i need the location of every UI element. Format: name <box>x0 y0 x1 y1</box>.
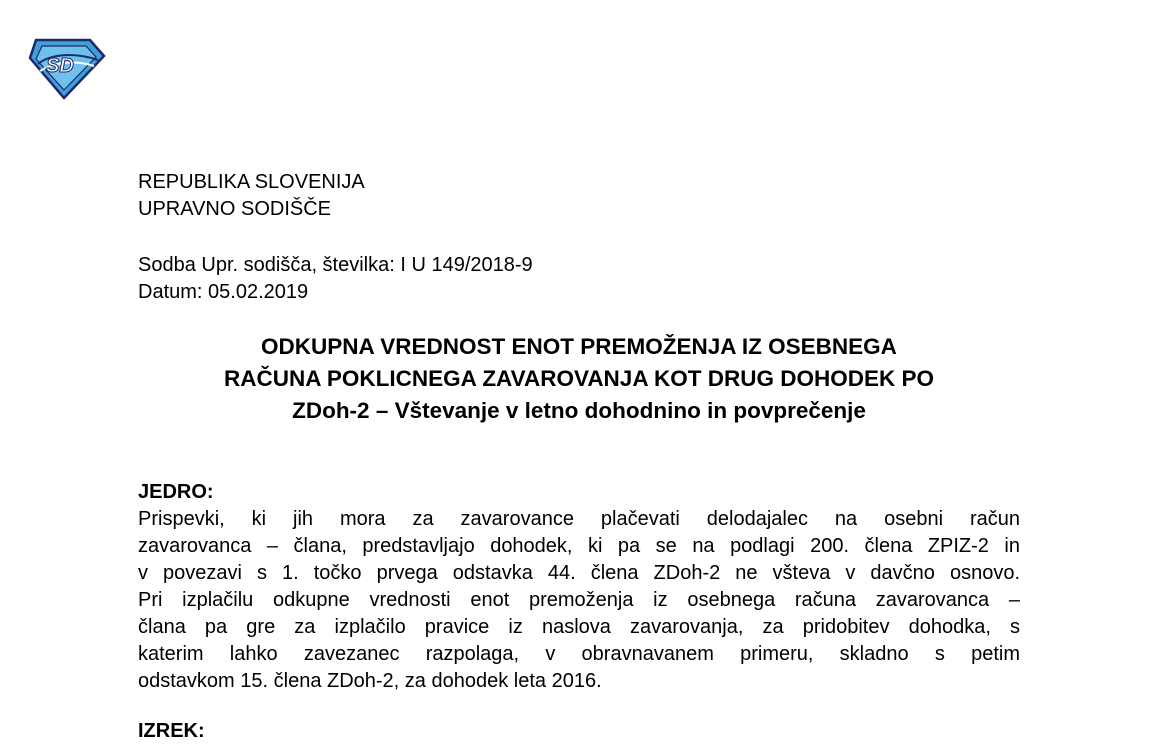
jedro-line: Prispevki, ki jih mora za zavarovance plačevati delodajalec na osebni račun <box>138 508 1020 530</box>
jedro-line: katerim lahko zavezanec razpolaga, v obravnavanem primeru, skladno s petim <box>138 643 1020 665</box>
jedro-line: člana pa gre za izplačilo pravice iz naslova zavarovanja, za pridobitev dohodka, s <box>138 616 1020 638</box>
judgment-date: Datum: 05.02.2019 <box>138 281 309 303</box>
jedro-paragraph <box>138 506 1020 695</box>
jedro-line: Pri izplačilu odkupne vrednosti enot premoženja iz osebnega računa zavarovanca – <box>138 589 1020 611</box>
title-line-3: ZDoh-2 – Vštevanje v letno dohodnino in povprečenje <box>292 398 866 423</box>
jedro-heading: JEDRO: <box>138 481 214 503</box>
country-name: REPUBLIKA SLOVENIJA <box>138 171 365 193</box>
logo-text: SD <box>46 55 74 77</box>
court-logo <box>28 38 106 100</box>
sd-diamond-logo-icon <box>28 38 106 100</box>
case-number: Sodba Upr. sodišča, številka: I U 149/2018-9 <box>138 254 533 276</box>
court-name: UPRAVNO SODIŠČE <box>138 198 331 220</box>
jedro-line: v povezavi s 1. točko prvega odstavka 44. člena ZDoh-2 ne všteva v davčno osnovo. <box>138 562 1020 584</box>
court-header <box>138 169 365 223</box>
title-line-1: ODKUPNA VREDNOST ENOT PREMOŽENJA IZ OSEBNEGA <box>261 334 897 359</box>
izrek-heading: IZREK: <box>138 720 205 742</box>
jedro-line: zavarovanca – člana, predstavljajo dohodek, ki pa se na podlagi 200. člena ZPIZ-2 in <box>138 535 1020 557</box>
case-reference <box>138 252 533 306</box>
title-line-2: RAČUNA POKLICNEGA ZAVAROVANJA KOT DRUG DOHODEK PO <box>223 366 934 391</box>
document-title <box>138 331 1020 427</box>
jedro-line: odstavkom 15. člena ZDoh-2, za dohodek leta 2016. <box>138 670 602 692</box>
